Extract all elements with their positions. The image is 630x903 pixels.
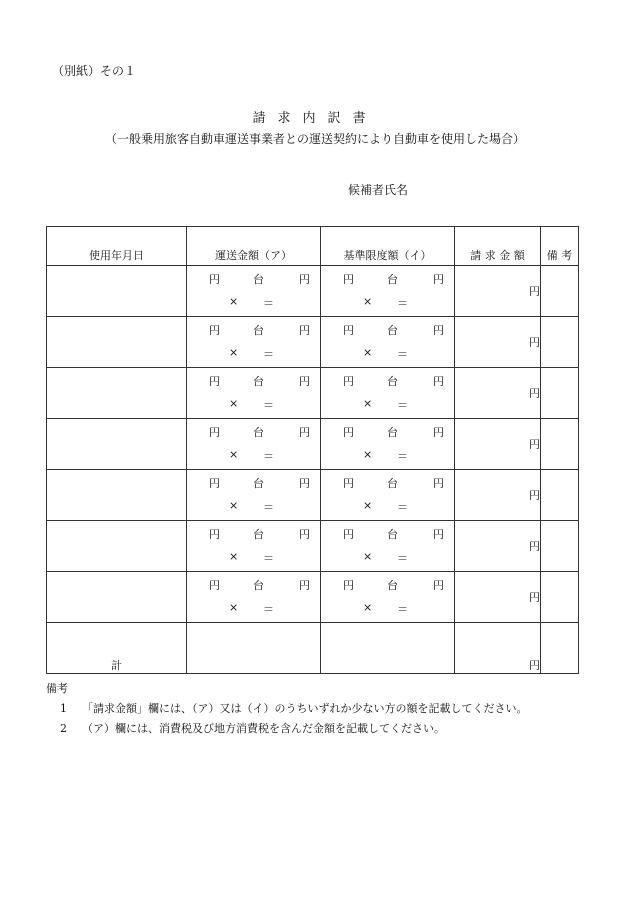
remarks-cell[interactable] [541, 470, 579, 521]
multiply-sign: × [229, 295, 239, 308]
usage-date-cell[interactable] [47, 521, 187, 572]
yen-unit: 円 [343, 375, 354, 388]
header-claim-amount: 請 求 金 額 [455, 227, 541, 266]
table-row [47, 317, 579, 368]
multiply-sign: × [363, 295, 373, 308]
equals-sign: ＝ [397, 603, 408, 616]
yen-unit: 円 [343, 426, 354, 439]
multiply-sign: × [229, 550, 239, 563]
claim-amount-cell[interactable] [455, 419, 541, 470]
limit-amount-cell[interactable] [321, 521, 455, 572]
transport-amount-cell[interactable] [187, 572, 321, 623]
vehicle-count-unit: 台 [387, 579, 398, 592]
claim-amount-cell[interactable] [455, 470, 541, 521]
note-item [60, 720, 445, 736]
multiply-sign: × [229, 346, 239, 359]
total-row [47, 623, 579, 674]
yen-unit: 円 [433, 375, 444, 388]
yen-unit: 円 [529, 489, 540, 502]
yen-unit: 円 [529, 540, 540, 553]
yen-unit: 円 [529, 591, 540, 604]
notes-title: 備考 [46, 682, 68, 695]
note-text: 「請求金額」欄には、（ア）又は（イ）のうちいずれか少ない方の額を記載してください。 [82, 702, 528, 715]
note-number: 2 [60, 722, 67, 735]
yen-unit: 円 [299, 324, 310, 337]
equals-sign: ＝ [263, 450, 274, 463]
yen-unit: 円 [209, 579, 220, 592]
form-annex-label: （別紙）その１ [52, 64, 137, 78]
transport-amount-cell[interactable] [187, 521, 321, 572]
vehicle-count-unit: 台 [387, 273, 398, 286]
equals-sign: ＝ [263, 603, 274, 616]
yen-unit: 円 [529, 285, 540, 298]
equals-sign: ＝ [263, 501, 274, 514]
yen-unit: 円 [433, 426, 444, 439]
claim-amount-cell[interactable] [455, 368, 541, 419]
limit-amount-cell[interactable] [321, 317, 455, 368]
vehicle-count-unit: 台 [253, 375, 264, 388]
yen-unit: 円 [433, 324, 444, 337]
claim-amount-cell[interactable] [455, 266, 541, 317]
yen-unit: 円 [529, 438, 540, 451]
vehicle-count-unit: 台 [253, 579, 264, 592]
transport-amount-cell[interactable] [187, 368, 321, 419]
usage-date-cell[interactable] [47, 317, 187, 368]
yen-unit: 円 [209, 324, 220, 337]
table-row [47, 266, 579, 317]
vehicle-count-unit: 台 [253, 528, 264, 541]
limit-amount-cell[interactable] [321, 419, 455, 470]
claim-amount-cell[interactable] [455, 317, 541, 368]
multiply-sign: × [229, 448, 239, 461]
table-row [47, 470, 579, 521]
usage-date-cell[interactable] [47, 266, 187, 317]
yen-unit: 円 [299, 477, 310, 490]
equals-sign: ＝ [397, 552, 408, 565]
limit-amount-cell[interactable] [321, 266, 455, 317]
limit-amount-cell[interactable] [321, 572, 455, 623]
header-transport-amount: 運送金額（ア） [187, 227, 321, 266]
vehicle-count-unit: 台 [387, 528, 398, 541]
limit-amount-cell[interactable] [321, 470, 455, 521]
remarks-cell[interactable] [541, 521, 579, 572]
vehicle-count-unit: 台 [387, 426, 398, 439]
remarks-cell[interactable] [541, 266, 579, 317]
vehicle-count-unit: 台 [387, 477, 398, 490]
candidate-name-label: 候補者氏名 [348, 183, 409, 197]
remarks-cell[interactable] [541, 368, 579, 419]
claim-breakdown-table [46, 226, 579, 674]
yen-unit: 円 [299, 375, 310, 388]
multiply-sign: × [229, 397, 239, 410]
equals-sign: ＝ [397, 450, 408, 463]
usage-date-cell[interactable] [47, 419, 187, 470]
table-row [47, 419, 579, 470]
equals-sign: ＝ [263, 348, 274, 361]
yen-unit: 円 [343, 477, 354, 490]
transport-amount-cell[interactable] [187, 419, 321, 470]
limit-amount-cell[interactable] [321, 368, 455, 419]
vehicle-count-unit: 台 [387, 375, 398, 388]
transport-amount-cell[interactable] [187, 317, 321, 368]
vehicle-count-unit: 台 [253, 273, 264, 286]
remarks-cell[interactable] [541, 572, 579, 623]
table-row [47, 368, 579, 419]
yen-unit: 円 [299, 426, 310, 439]
usage-date-cell[interactable] [47, 572, 187, 623]
remarks-cell[interactable] [541, 419, 579, 470]
equals-sign: ＝ [263, 399, 274, 412]
total-transport-cell[interactable] [187, 623, 321, 674]
note-item [60, 700, 528, 716]
yen-unit: 円 [433, 477, 444, 490]
equals-sign: ＝ [397, 501, 408, 514]
usage-date-cell[interactable] [47, 368, 187, 419]
transport-amount-cell[interactable] [187, 266, 321, 317]
yen-unit: 円 [209, 426, 220, 439]
transport-amount-cell[interactable] [187, 470, 321, 521]
total-remarks-cell[interactable] [541, 623, 579, 674]
multiply-sign: × [363, 346, 373, 359]
document-title: 請求内訳書 [252, 111, 378, 126]
yen-unit: 円 [433, 579, 444, 592]
vehicle-count-unit: 台 [253, 324, 264, 337]
yen-unit: 円 [343, 579, 354, 592]
yen-unit: 円 [529, 387, 540, 400]
header-usage-date: 使用年月日 [47, 227, 187, 266]
remarks-cell[interactable] [541, 317, 579, 368]
total-claim-cell[interactable] [455, 623, 541, 674]
yen-unit: 円 [433, 273, 444, 286]
multiply-sign: × [363, 550, 373, 563]
yen-unit: 円 [299, 273, 310, 286]
yen-unit: 円 [209, 273, 220, 286]
equals-sign: ＝ [397, 399, 408, 412]
vehicle-count-unit: 台 [253, 426, 264, 439]
equals-sign: ＝ [397, 348, 408, 361]
yen-unit: 円 [209, 375, 220, 388]
note-text: （ア）欄には、消費税及び地方消費税を含んだ金額を記載してください。 [82, 722, 445, 735]
note-number: 1 [60, 702, 67, 715]
yen-unit: 円 [343, 273, 354, 286]
equals-sign: ＝ [397, 297, 408, 310]
total-limit-cell[interactable] [321, 623, 455, 674]
usage-date-cell[interactable] [47, 470, 187, 521]
multiply-sign: × [363, 499, 373, 512]
yen-unit: 円 [343, 528, 354, 541]
table-row [47, 572, 579, 623]
multiply-sign: × [229, 601, 239, 614]
yen-unit: 円 [209, 477, 220, 490]
multiply-sign: × [229, 499, 239, 512]
claim-amount-cell[interactable] [455, 521, 541, 572]
yen-unit: 円 [299, 528, 310, 541]
table-row [47, 521, 579, 572]
total-label: 計 [47, 623, 187, 674]
claim-amount-cell[interactable] [455, 572, 541, 623]
yen-unit: 円 [529, 336, 540, 349]
equals-sign: ＝ [263, 552, 274, 565]
yen-unit: 円 [299, 579, 310, 592]
vehicle-count-unit: 台 [387, 324, 398, 337]
multiply-sign: × [363, 397, 373, 410]
multiply-sign: × [363, 448, 373, 461]
equals-sign: ＝ [263, 297, 274, 310]
header-limit-amount: 基準限度額（イ） [321, 227, 455, 266]
table-header-row [47, 227, 579, 266]
vehicle-count-unit: 台 [253, 477, 264, 490]
multiply-sign: × [363, 601, 373, 614]
yen-unit: 円 [343, 324, 354, 337]
yen-unit: 円 [529, 659, 540, 672]
yen-unit: 円 [433, 528, 444, 541]
yen-unit: 円 [209, 528, 220, 541]
document-subtitle: （一般乗用旅客自動車運送事業者との運送契約により自動車を使用した場合） [104, 132, 525, 146]
header-remarks: 備 考 [541, 227, 579, 266]
